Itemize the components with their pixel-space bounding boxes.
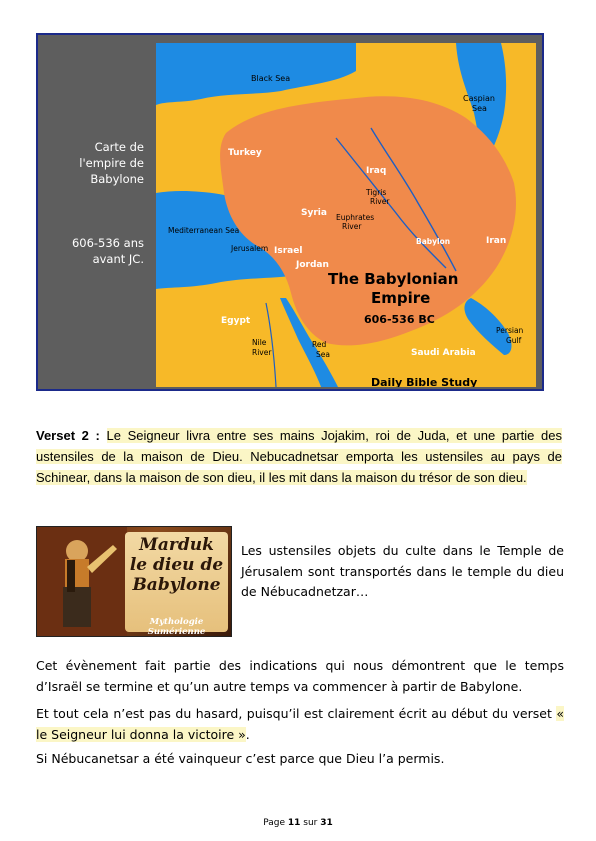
- paragraph-2-text: Et tout cela n’est pas du hasard, puisqu’il est clairement écrit au début du verset: [36, 706, 557, 721]
- label-euphrates: Euphrates: [336, 213, 375, 222]
- map-image: [156, 43, 536, 387]
- map-caption-line: avant JC.: [92, 252, 144, 266]
- footer-middle: sur: [300, 818, 321, 828]
- label-persian-gulf: Gulf: [506, 336, 522, 345]
- label-caspian-sea: Caspian: [463, 94, 495, 103]
- map-caption-title: [44, 139, 144, 187]
- label-empire-title: The Babylonian: [328, 270, 459, 288]
- label-euphrates: River: [342, 222, 362, 231]
- marduk-title: [125, 535, 228, 595]
- verse-label: Verset 2: [36, 428, 89, 443]
- footer-prefix: Page: [263, 818, 288, 828]
- label-persian-gulf: Persian: [496, 326, 524, 335]
- verse-block: [36, 425, 562, 488]
- label-red-sea: Red: [312, 340, 327, 349]
- label-jordan: Jordan: [296, 260, 329, 270]
- marduk-figure-icon: [37, 527, 127, 637]
- label-iraq: Iraq: [366, 166, 387, 176]
- footer-current-page: 11: [287, 818, 301, 828]
- label-syria: Syria: [301, 208, 327, 218]
- label-jerusalem: Jerusalem: [231, 244, 269, 253]
- footer-total-pages: 31: [320, 818, 333, 828]
- label-caspian-sea: Sea: [472, 104, 487, 113]
- page-footer: [0, 818, 596, 828]
- map-caption-line: l'empire de: [79, 156, 144, 170]
- label-nile: River: [252, 348, 272, 357]
- label-babylon: Babylon: [416, 237, 451, 246]
- marduk-title-line: Babylone: [132, 575, 221, 595]
- babylonian-empire-map: [36, 33, 544, 391]
- label-map-credit: Daily Bible Study: [371, 376, 478, 387]
- marduk-title-line: Marduk: [139, 535, 214, 555]
- paragraph-2: [36, 704, 564, 745]
- map-caption-line: Carte de: [94, 140, 144, 154]
- map-caption-panel: [38, 35, 156, 389]
- label-mediterranean: Mediterranean Sea: [168, 226, 240, 235]
- marduk-subtitle: Mythologie Sumérienne: [147, 617, 206, 637]
- label-turkey: Turkey: [228, 148, 262, 158]
- label-saudi-arabia: Saudi Arabia: [411, 348, 476, 358]
- paragraph-2-end: .: [245, 726, 250, 742]
- label-nile: Nile: [252, 338, 267, 347]
- verse-colon: :: [88, 428, 107, 443]
- label-black-sea: Black Sea: [251, 74, 291, 83]
- paragraph-2-quote: « le Seigneur lui donna la victoire »: [36, 706, 564, 742]
- label-tigris: River: [370, 197, 390, 206]
- verse-text: Le Seigneur livra entre ses mains Jojakim, roi de Juda, et une partie des ustensiles de la maison de Dieu. Nebucadnetsar emporta les ustensiles au pays de Schinear, dans la maison de son dieu, il les mit dans la maison du trésor de son dieu.: [36, 428, 562, 485]
- map-caption-dates: [44, 235, 144, 267]
- label-israel: Israel: [274, 246, 303, 256]
- marduk-image: [36, 526, 232, 637]
- label-empire-title: Empire: [371, 289, 431, 307]
- label-iran: Iran: [486, 236, 507, 246]
- label-red-sea: Sea: [316, 350, 330, 359]
- paragraph-1: Cet évènement fait partie des indications qui nous démontrent que le temps d’Israël se termine et qu’un autre temps va commencer à partir de Babylone.: [36, 658, 564, 694]
- paragraph-3: Si Nébucanetsar a été vainqueur c’est parce que Dieu l’a permis.: [36, 751, 445, 766]
- map-caption-line: Babylone: [90, 172, 144, 186]
- marduk-caption: Les ustensiles objets du culte dans le Temple de Jérusalem sont transportés dans le temple du dieu de Nébucadnetzar…: [241, 543, 564, 599]
- marduk-title-line: le dieu de: [129, 555, 224, 575]
- label-egypt: Egypt: [221, 316, 251, 326]
- label-empire-dates: 606-536 BC: [364, 313, 435, 326]
- map-caption-line: 606-536 ans: [71, 236, 144, 250]
- label-tigris: Tigris: [366, 188, 387, 197]
